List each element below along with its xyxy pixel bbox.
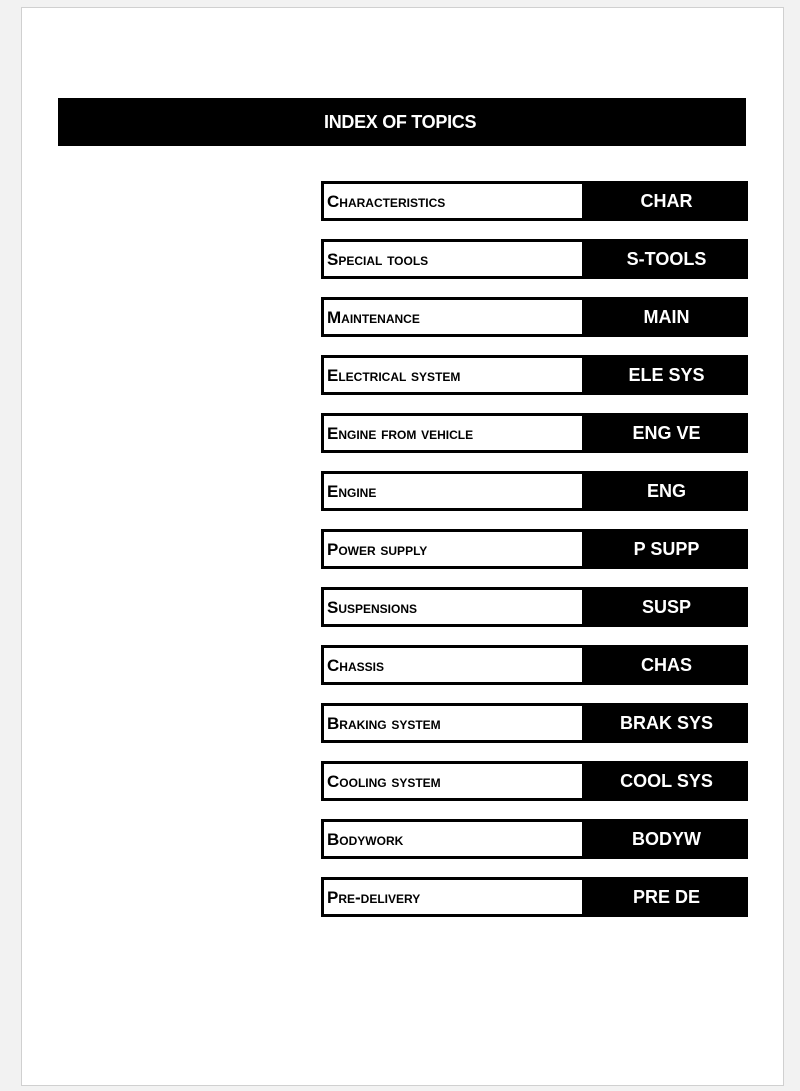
topic-code-tab: PRE DE xyxy=(585,877,748,917)
topic-item-braking-system[interactable] xyxy=(321,703,748,743)
topic-index-list xyxy=(321,181,748,935)
topic-label: Characteristics xyxy=(321,181,585,221)
topic-item-engine-from-vehicle[interactable] xyxy=(321,413,748,453)
topic-item-electrical-system[interactable] xyxy=(321,355,748,395)
topic-label: Engine from vehicle xyxy=(321,413,585,453)
topic-code-tab: ELE SYS xyxy=(585,355,748,395)
topic-item-special-tools[interactable] xyxy=(321,239,748,279)
topic-code-tab: MAIN xyxy=(585,297,748,337)
topic-code-tab: COOL SYS xyxy=(585,761,748,801)
topic-code-tab: CHAS xyxy=(585,645,748,685)
topic-item-engine[interactable] xyxy=(321,471,748,511)
topic-item-cooling-system[interactable] xyxy=(321,761,748,801)
topic-item-bodywork[interactable] xyxy=(321,819,748,859)
topic-item-pre-delivery[interactable] xyxy=(321,877,748,917)
topic-item-suspensions[interactable] xyxy=(321,587,748,627)
topic-item-maintenance[interactable] xyxy=(321,297,748,337)
topic-code-tab: SUSP xyxy=(585,587,748,627)
topic-code-tab: P SUPP xyxy=(585,529,748,569)
document-page xyxy=(21,7,784,1086)
topic-label: Pre-delivery xyxy=(321,877,585,917)
topic-label: Engine xyxy=(321,471,585,511)
title-bar xyxy=(58,98,746,146)
topic-code-tab: ENG VE xyxy=(585,413,748,453)
topic-item-characteristics[interactable] xyxy=(321,181,748,221)
topic-label: Cooling system xyxy=(321,761,585,801)
topic-label: Chassis xyxy=(321,645,585,685)
topic-item-power-supply[interactable] xyxy=(321,529,748,569)
topic-item-chassis[interactable] xyxy=(321,645,748,685)
topic-label: Special tools xyxy=(321,239,585,279)
page-title: INDEX OF TOPICS xyxy=(324,112,477,132)
topic-label: Braking system xyxy=(321,703,585,743)
topic-label: Maintenance xyxy=(321,297,585,337)
topic-code-tab: CHAR xyxy=(585,181,748,221)
topic-label: Electrical system xyxy=(321,355,585,395)
topic-label: Power supply xyxy=(321,529,585,569)
topic-label: Bodywork xyxy=(321,819,585,859)
topic-code-tab: BODYW xyxy=(585,819,748,859)
topic-code-tab: ENG xyxy=(585,471,748,511)
topic-label: Suspensions xyxy=(321,587,585,627)
topic-code-tab: S-TOOLS xyxy=(585,239,748,279)
topic-code-tab: BRAK SYS xyxy=(585,703,748,743)
